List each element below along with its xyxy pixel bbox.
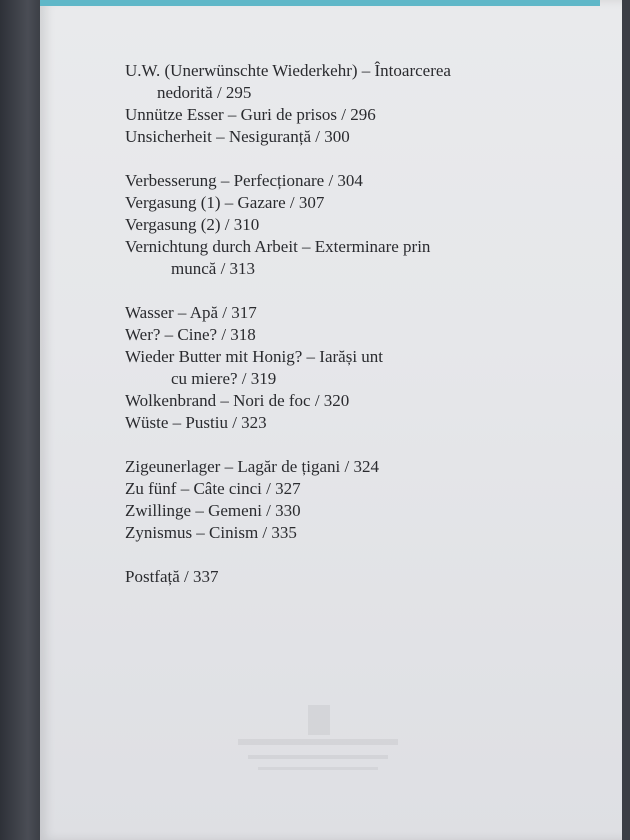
toc-entry-line: Postfață / 337 bbox=[125, 567, 219, 586]
toc-entry bbox=[125, 390, 565, 412]
cover-edge bbox=[40, 0, 600, 6]
toc-entry-line: Zigeunerlager – Lagăr de țigani / 324 bbox=[125, 457, 379, 476]
toc-entry bbox=[125, 412, 565, 434]
toc-entry-line: Wüste – Pustiu / 323 bbox=[125, 413, 267, 432]
toc-entry bbox=[125, 346, 565, 390]
toc-entry bbox=[125, 478, 565, 500]
toc-entry-line: Zu fünf – Câte cinci / 327 bbox=[125, 479, 301, 498]
toc-entry bbox=[125, 192, 565, 214]
toc-entry bbox=[125, 214, 565, 236]
toc-entry-line: Vergasung (1) – Gazare / 307 bbox=[125, 193, 325, 212]
toc-entry bbox=[125, 302, 565, 324]
toc-entry-line: Unsicherheit – Nesiguranță / 300 bbox=[125, 127, 350, 146]
toc-entry bbox=[125, 500, 565, 522]
toc-entry bbox=[125, 566, 565, 588]
toc-entry bbox=[125, 236, 565, 280]
page-edge-shadow bbox=[622, 0, 630, 840]
toc-group-u bbox=[125, 60, 565, 148]
toc-entry-line: Verbesserung – Perfecționare / 304 bbox=[125, 171, 363, 190]
toc-entry bbox=[125, 522, 565, 544]
toc-entry bbox=[125, 324, 565, 346]
toc-entry-line: Vernichtung durch Arbeit – Exterminare prin bbox=[125, 237, 431, 256]
toc-entry bbox=[125, 60, 565, 104]
toc-entry-continuation: muncă / 313 bbox=[171, 259, 256, 278]
toc-group-postscript bbox=[125, 566, 565, 588]
toc-entry bbox=[125, 170, 565, 192]
toc-group-w bbox=[125, 302, 565, 434]
toc-group-v bbox=[125, 170, 565, 280]
toc-entry-continuation: nedorită / 295 bbox=[157, 83, 252, 102]
toc-entry-line: Vergasung (2) / 310 bbox=[125, 215, 260, 234]
toc-group-z bbox=[125, 456, 565, 544]
toc-entry-line: Wer? – Cine? / 318 bbox=[125, 325, 256, 344]
toc-entry-line: Zwillinge – Gemeni / 330 bbox=[125, 501, 301, 520]
toc-entry bbox=[125, 126, 565, 148]
toc-entry bbox=[125, 104, 565, 126]
faint-show-through-imprint bbox=[238, 705, 398, 775]
table-of-contents bbox=[125, 60, 565, 610]
toc-entry-line: Wasser – Apă / 317 bbox=[125, 303, 257, 322]
toc-entry-line: Unnütze Esser – Guri de prisos / 296 bbox=[125, 105, 376, 124]
toc-entry bbox=[125, 456, 565, 478]
toc-entry-continuation: cu miere? / 319 bbox=[171, 369, 277, 388]
toc-entry-line: Wieder Butter mit Honig? – Iarăși unt bbox=[125, 347, 384, 366]
toc-entry-line: Zynismus – Cinism / 335 bbox=[125, 523, 297, 542]
toc-entry-line: Wolkenbrand – Nori de foc / 320 bbox=[125, 391, 350, 410]
toc-entry-line: U.W. (Unerwünschte Wiederkehr) – Întoarcerea bbox=[125, 61, 451, 80]
